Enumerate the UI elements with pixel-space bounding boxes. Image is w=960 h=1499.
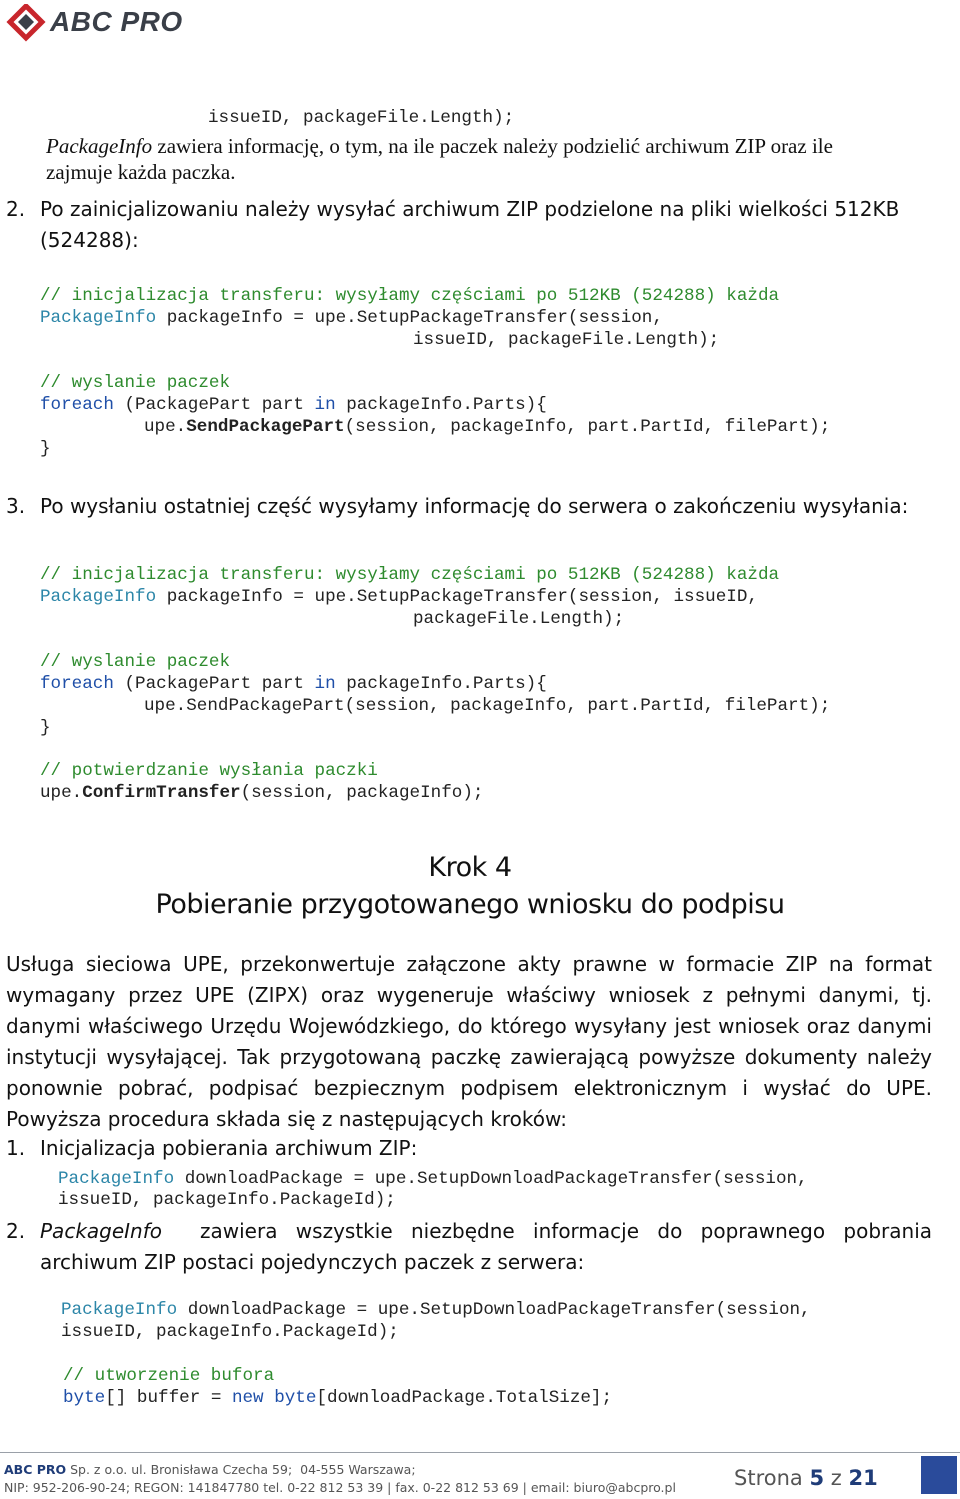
code-comment: // inicjalizacja transferu: wysyłamy częściami po 512KB (524288) każda [40, 565, 780, 585]
code-text: [downloadPackage.TotalSize]; [316, 1388, 613, 1408]
body-paragraph: Usługa sieciowa UPE, przekonwertuje załączone akty prawne w formacie ZIP na format wymagany przez UPE (ZIPX) oraz wygeneruje właściwy wniosek z pełnymi danymi, tj. danymi właściwego Urzędu Wojewódzkiego, do którego wysyłany jest wniosek oraz danymi instytucji wysyłającej. Tak przygotowaną paczkę zawierającą powyższe dokumenty należy ponownie pobrać, podpisać bezpiecznym podpisem elektronicznym i wysłać do UPE. Powyższa procedura składa się z następujących kroków: [6, 952, 932, 1131]
step-text: Po zainicjalizowaniu należy wysyłać archiwum ZIP podzielone na pliki wielkości 512KB [40, 197, 900, 221]
code-text: upe. [40, 783, 83, 803]
code-line: issueID, packageFile.Length); [413, 330, 720, 350]
code-text: (PackagePart part [113, 395, 315, 415]
step-text-line2: (524288): [40, 228, 139, 252]
code-type: PackageInfo [40, 587, 157, 607]
footer-company [4, 1462, 416, 1477]
logo-text: ABC PRO [50, 6, 183, 37]
code-comment: // utworzenie bufora [63, 1366, 275, 1386]
code-text: downloadPackage = upe.SetupDownloadPackageTransfer(session, [177, 1300, 811, 1320]
code-text: (PackagePart part [113, 674, 315, 694]
code-text: packageInfo = upe.SetupPackageTransfer(session, [156, 308, 663, 328]
code-line: packageFile.Length); [413, 609, 625, 629]
page-separator: z [824, 1466, 849, 1490]
step-text-line2: archiwum ZIP postaci pojedynczych paczek z serwera: [40, 1250, 585, 1274]
code-line [40, 307, 663, 329]
step-number: 3. [6, 494, 26, 518]
paragraph-text: zawiera informację, o tym, na ile paczek należy podzielić archiwum ZIP oraz ile [152, 134, 833, 158]
packageinfo-paragraph [46, 134, 833, 159]
code-line: upe.SendPackagePart(session, packageInfo, part.PartId, filePart); [144, 696, 831, 716]
code-type: PackageInfo [61, 1300, 178, 1320]
code-keyword: byte [63, 1388, 106, 1408]
code-text: packageInfo.Parts){ [335, 395, 547, 415]
packageinfo-term: PackageInfo [40, 1219, 163, 1243]
footer-company-name: ABC PRO [4, 1462, 67, 1477]
step-number: 2. [6, 1219, 26, 1243]
code-comment: // wyslanie paczek [40, 652, 231, 672]
code-line [144, 416, 830, 438]
page-number [734, 1466, 878, 1490]
code-keyword: new [231, 1388, 264, 1408]
step-text-rest: zawiera wszystkie niezbędne informacje do poprawnego pobrania [200, 1219, 932, 1243]
code-line [58, 1168, 808, 1190]
code-line [40, 782, 483, 804]
footer-contact: NIP: 952-206-90-24; REGON: 141847780 tel. 0-22 812 53 39 | fax. 0-22 812 53 69 | email: biuro@abcpro.pl [4, 1480, 676, 1495]
code-text: upe. [144, 417, 187, 437]
step-text: Po wysłaniu ostatniej część wysyłamy informację do serwera o zakończeniu wysyłania: [40, 494, 909, 518]
code-tail: issueID, packageFile.Length); [208, 108, 515, 128]
code-keyword: in [314, 395, 336, 415]
code-comment: // wyslanie paczek [40, 373, 231, 393]
code-type: PackageInfo [40, 308, 157, 328]
section-subtitle: Pobieranie przygotowanego wniosku do podpisu [155, 889, 785, 920]
page-total: 21 [848, 1466, 878, 1490]
code-function: SendPackagePart [186, 417, 345, 437]
code-text: [] buffer = [105, 1388, 232, 1408]
code-line [40, 586, 758, 608]
code-keyword: in [314, 674, 336, 694]
code-type: PackageInfo [58, 1169, 175, 1189]
abc-pro-logo [6, 4, 206, 42]
code-line [40, 394, 547, 416]
code-function: ConfirmTransfer [82, 783, 241, 803]
code-comment: // potwierdzanie wysłania paczki [40, 761, 378, 781]
logo-mark-icon [6, 4, 46, 42]
page-label: Strona [734, 1466, 810, 1490]
footer-divider [0, 1452, 960, 1453]
code-keyword: byte [274, 1388, 317, 1408]
code-text: (session, packageInfo, part.PartId, filePart); [344, 417, 831, 437]
section-title: Krok 4 [428, 852, 512, 883]
code-keyword: foreach [40, 674, 114, 694]
page-current: 5 [809, 1466, 825, 1490]
paragraph-line2: zajmuje każda paczka. [46, 160, 236, 184]
footer-accent-box [921, 1456, 957, 1494]
code-text: packageInfo.Parts){ [335, 674, 547, 694]
code-line: } [40, 718, 51, 738]
code-text [264, 1388, 275, 1408]
packageinfo-term: PackageInfo [46, 134, 153, 158]
code-text: packageInfo = upe.SetupPackageTransfer(session, issueID, [156, 587, 758, 607]
code-comment: // inicjalizacja transferu: wysyłamy częściami po 512KB (524288) każda [40, 286, 780, 306]
code-line [61, 1299, 811, 1321]
code-text: downloadPackage = upe.SetupDownloadPackageTransfer(session, [174, 1169, 808, 1189]
code-text: (session, packageInfo); [240, 783, 484, 803]
code-line: } [40, 439, 51, 459]
step-number: 2. [6, 197, 26, 221]
step-number: 1. [6, 1136, 26, 1160]
step-text [40, 1219, 932, 1243]
footer-address: Sp. z o.o. ul. Bronisława Czecha 59; 04-555 Warszawa; [66, 1462, 416, 1477]
code-line: issueID, packageInfo.PackageId); [58, 1190, 396, 1210]
code-line [63, 1387, 612, 1409]
code-line: issueID, packageInfo.PackageId); [61, 1322, 399, 1342]
code-keyword: foreach [40, 395, 114, 415]
step-text: Inicjalizacja pobierania archiwum ZIP: [40, 1136, 418, 1160]
code-line [40, 673, 547, 695]
